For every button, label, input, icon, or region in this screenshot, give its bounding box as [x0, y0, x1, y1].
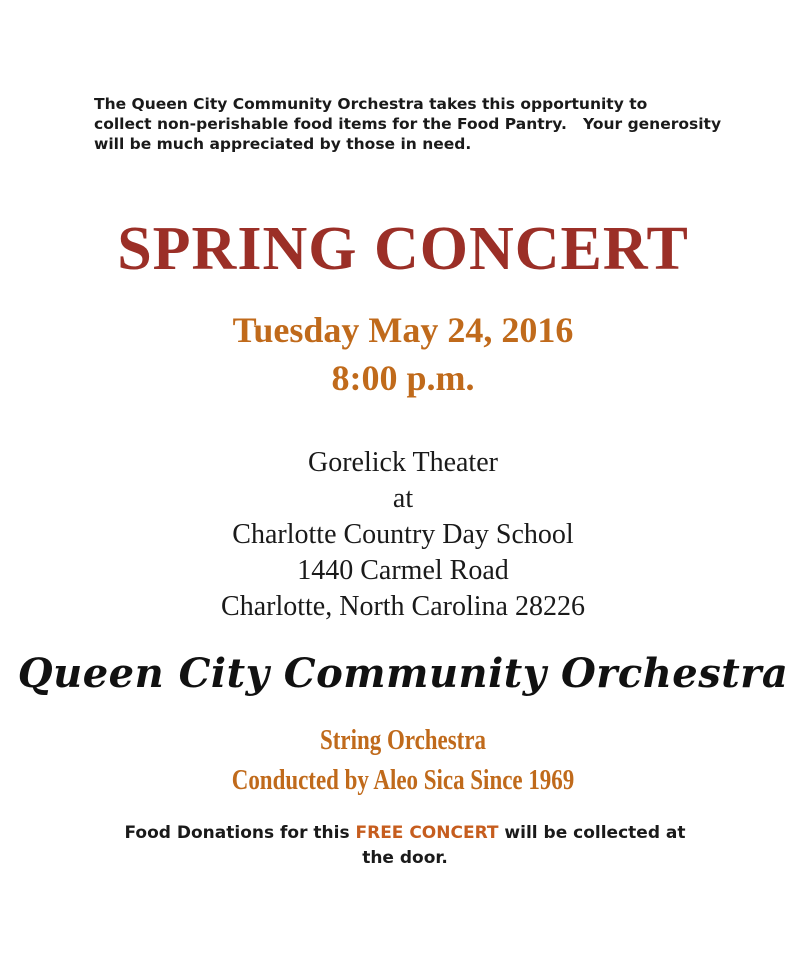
venue-school: Charlotte Country Day School: [232, 519, 574, 550]
orchestra-section: String Orchestra: [319, 725, 486, 756]
intro-line-2: collect non-perishable food items for the Food Pantry. Your generosity: [94, 115, 722, 133]
concert-date: Tuesday May 24, 2016: [232, 310, 574, 350]
donation-note-line-1: [90, 821, 720, 846]
donation-note: [90, 821, 720, 871]
donation-note-line-2: the door.: [362, 848, 448, 868]
orchestra-conductor: Conducted by Aleo Sica Since 1969: [231, 765, 575, 796]
intro-line-1: The Queen City Community Orchestra takes this opportunity to: [94, 95, 648, 113]
free-concert-highlight: FREE CONCERT: [355, 823, 499, 843]
venue-name: Gorelick Theater: [308, 447, 498, 478]
venue-street: 1440 Carmel Road: [297, 555, 509, 586]
venue-connector: at: [392, 483, 414, 514]
intro-line-3: will be much appreciated by those in need.: [94, 135, 472, 153]
donation-note-after: will be collected at: [498, 823, 686, 843]
concert-time: 8:00 p.m.: [331, 358, 475, 398]
concert-title: SPRING CONCERT: [117, 215, 689, 283]
intro-paragraph: [94, 94, 734, 154]
orchestra-name: Queen City Community Orchestra: [17, 650, 789, 697]
venue-city: Charlotte, North Carolina 28226: [221, 591, 585, 622]
donation-note-before: Food Donations for this: [124, 823, 356, 843]
